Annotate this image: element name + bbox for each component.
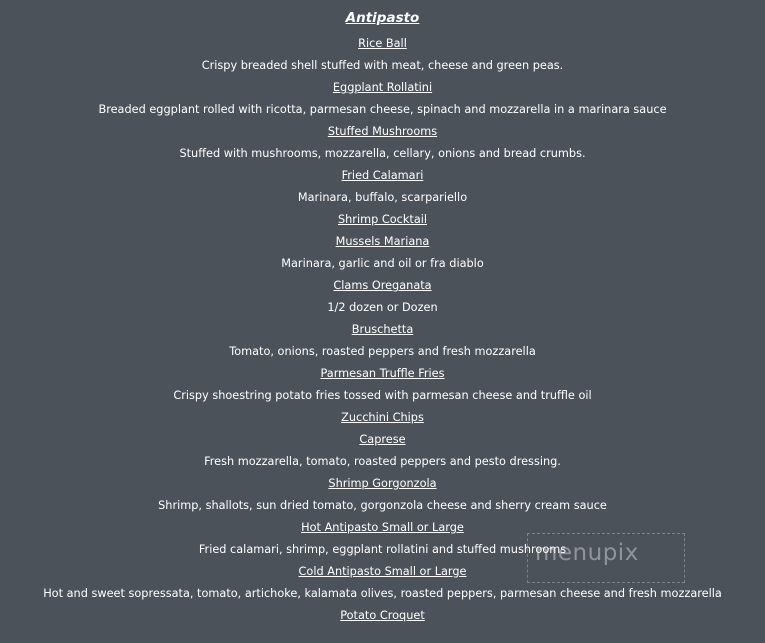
menu-item-description: Tomato, onions, roasted peppers and fresh mozzarella (229, 345, 536, 358)
menu-item-name-link[interactable]: Hot Antipasto Small or Large (301, 521, 464, 534)
menu-item-description: Fresh mozzarella, tomato, roasted peppers and pesto dressing. (204, 455, 561, 468)
menu-item-name-link[interactable]: Eggplant Rollatini (332, 81, 433, 94)
menu-item-description: Crispy breaded shell stuffed with meat, cheese and green peas. (201, 59, 564, 72)
menu-item-name-link[interactable]: Rice Ball (358, 37, 407, 50)
menu-item-name-link[interactable]: Clams Oreganata (333, 279, 432, 292)
menu-item-description: Marinara, buffalo, scarpariello (297, 191, 468, 204)
menu-item-row (0, 77, 765, 99)
menu-item-row (0, 473, 765, 495)
menu-item-row (0, 605, 765, 627)
menu-item-description: Crispy shoestring potato fries tossed with parmesan cheese and truffle oil (173, 389, 592, 402)
menu-item-list (0, 33, 765, 627)
menu-item-name-link[interactable]: Parmesan Truffle Fries (320, 367, 445, 380)
menu-item-row (0, 319, 765, 341)
menu-item-description: Breaded eggplant rolled with ricotta, parmesan cheese, spinach and mozzarella in a marinara sauce (98, 103, 667, 116)
section-heading: Antipasto (345, 10, 420, 26)
menu-item-name-link[interactable]: Bruschetta (351, 323, 414, 336)
menu-item-row (0, 561, 765, 583)
menu-item-name-link[interactable]: Cold Antipasto Small or Large (298, 565, 467, 578)
menu-item-description: Shrimp, shallots, sun dried tomato, gorgonzola cheese and sherry cream sauce (158, 499, 607, 512)
menu-item-name-link[interactable]: Shrimp Gorgonzola (328, 477, 437, 490)
menu-item-name-link[interactable]: Mussels Mariana (335, 235, 430, 248)
watermark-logo-text: menupix (535, 540, 639, 566)
menu-item-row (0, 165, 765, 187)
menu-item-description: Marinara, garlic and oil or fra diablo (281, 257, 484, 270)
menu-item-name-link[interactable]: Shrimp Cocktail (337, 213, 428, 226)
menu-item-row (0, 33, 765, 55)
menu-item-name-link[interactable]: Stuffed Mushrooms (327, 125, 438, 138)
menu-item-row (0, 517, 765, 539)
menu-item-name-link[interactable]: Fried Calamari (341, 169, 424, 182)
menu-item-row (0, 429, 765, 451)
menu-item-description: Stuffed with mushrooms, mozzarella, cellary, onions and bread crumbs. (179, 147, 586, 160)
menu-item-name-link[interactable]: Caprese (359, 433, 406, 446)
antipasto-menu-section (0, 7, 765, 627)
menu-item-name-link[interactable]: Zucchini Chips (341, 411, 424, 424)
menu-item-description: 1/2 dozen or Dozen (327, 301, 438, 314)
menu-item-description: Hot and sweet sopressata, tomato, artichoke, kalamata olives, roasted peppers, parmesan cheese and fresh mozzarella (43, 587, 722, 600)
menu-item-name-link[interactable]: Potato Croquet (340, 609, 425, 622)
menu-item-row (0, 209, 765, 231)
menu-item-row (0, 231, 765, 253)
menu-item-row (0, 275, 765, 297)
menu-item-description: Fried calamari, shrimp, eggplant rollatini and stuffed mushrooms (198, 543, 567, 556)
menu-item-row (0, 407, 765, 429)
menu-item-row (0, 363, 765, 385)
menu-item-row (0, 121, 765, 143)
